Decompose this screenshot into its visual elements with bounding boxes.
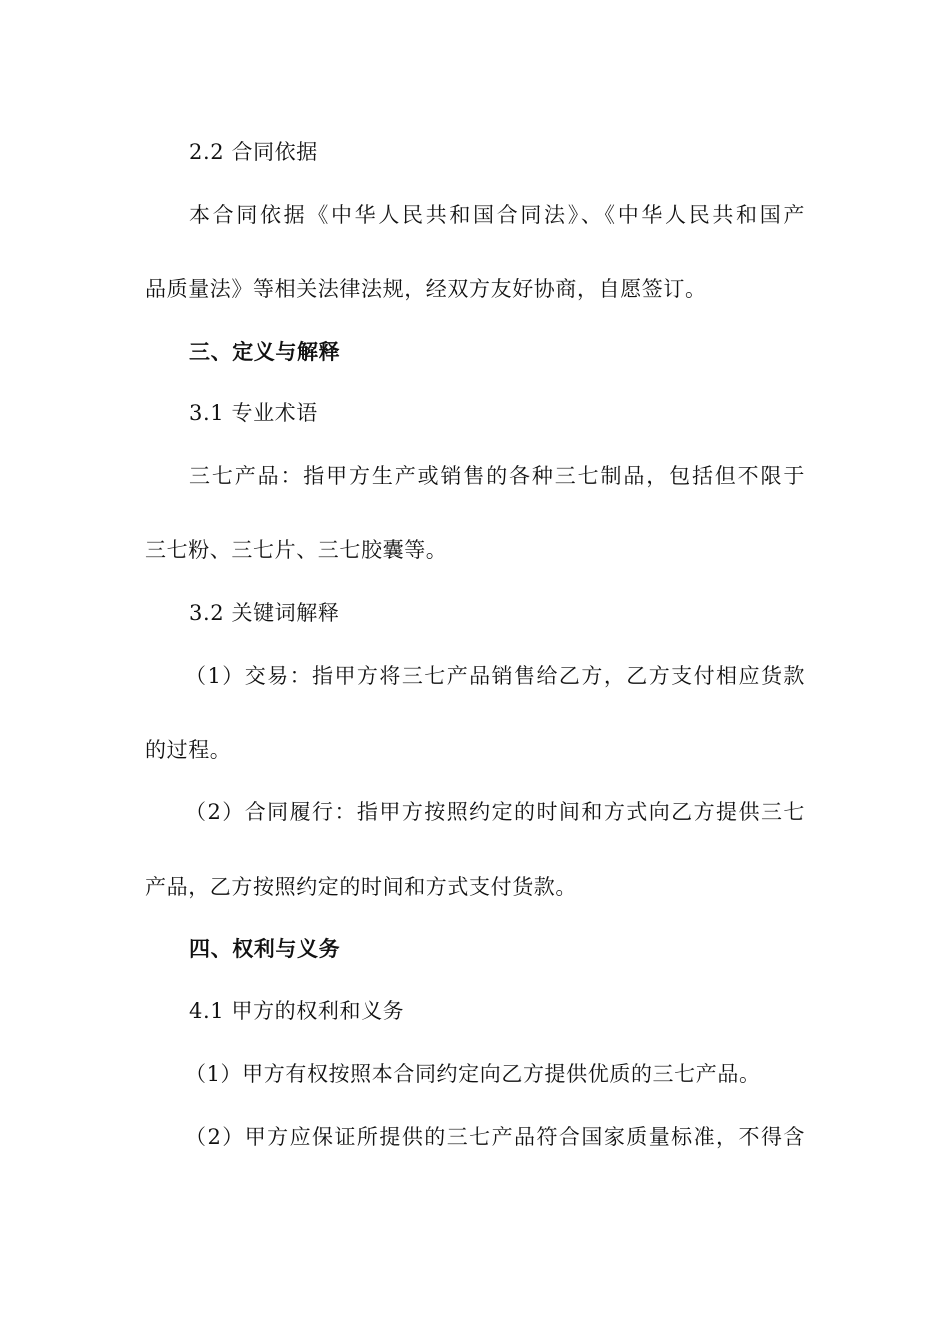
paragraph-line: （2）甲方应保证所提供的三七产品符合国家质量标准，不得含 (185, 1125, 805, 1149)
paragraph-line: 的过程。 (145, 738, 232, 762)
subsection-heading-2-2: 2.2 合同依据 (189, 140, 318, 164)
paragraph-line: （1）交易：指甲方将三七产品销售给乙方，乙方支付相应货款 (185, 664, 805, 688)
paragraph-line: （2）合同履行：指甲方按照约定的时间和方式向乙方提供三七 (185, 800, 805, 824)
subsection-heading-3-2: 3.2 关键词解释 (189, 601, 340, 625)
paragraph-line: 品质量法》等相关法律法规，经双方友好协商，自愿签订。 (145, 277, 707, 301)
paragraph-line: 三七产品：指甲方生产或销售的各种三七制品，包括但不限于 (189, 464, 805, 488)
paragraph-line: 产品，乙方按照约定的时间和方式支付货款。 (145, 875, 577, 899)
section-heading-3: 三、定义与解释 (189, 339, 341, 364)
paragraph-line: （1）甲方有权按照本合同约定向乙方提供优质的三七产品。 (185, 1062, 761, 1086)
subsection-heading-4-1: 4.1 甲方的权利和义务 (189, 999, 405, 1023)
paragraph-line: 本合同依据《中华人民共和国合同法》、《中华人民共和国产 (189, 203, 805, 227)
section-heading-4: 四、权利与义务 (189, 936, 341, 961)
paragraph-line: 三七粉、三七片、三七胶囊等。 (145, 538, 448, 562)
subsection-heading-3-1: 3.1 专业术语 (189, 401, 318, 425)
